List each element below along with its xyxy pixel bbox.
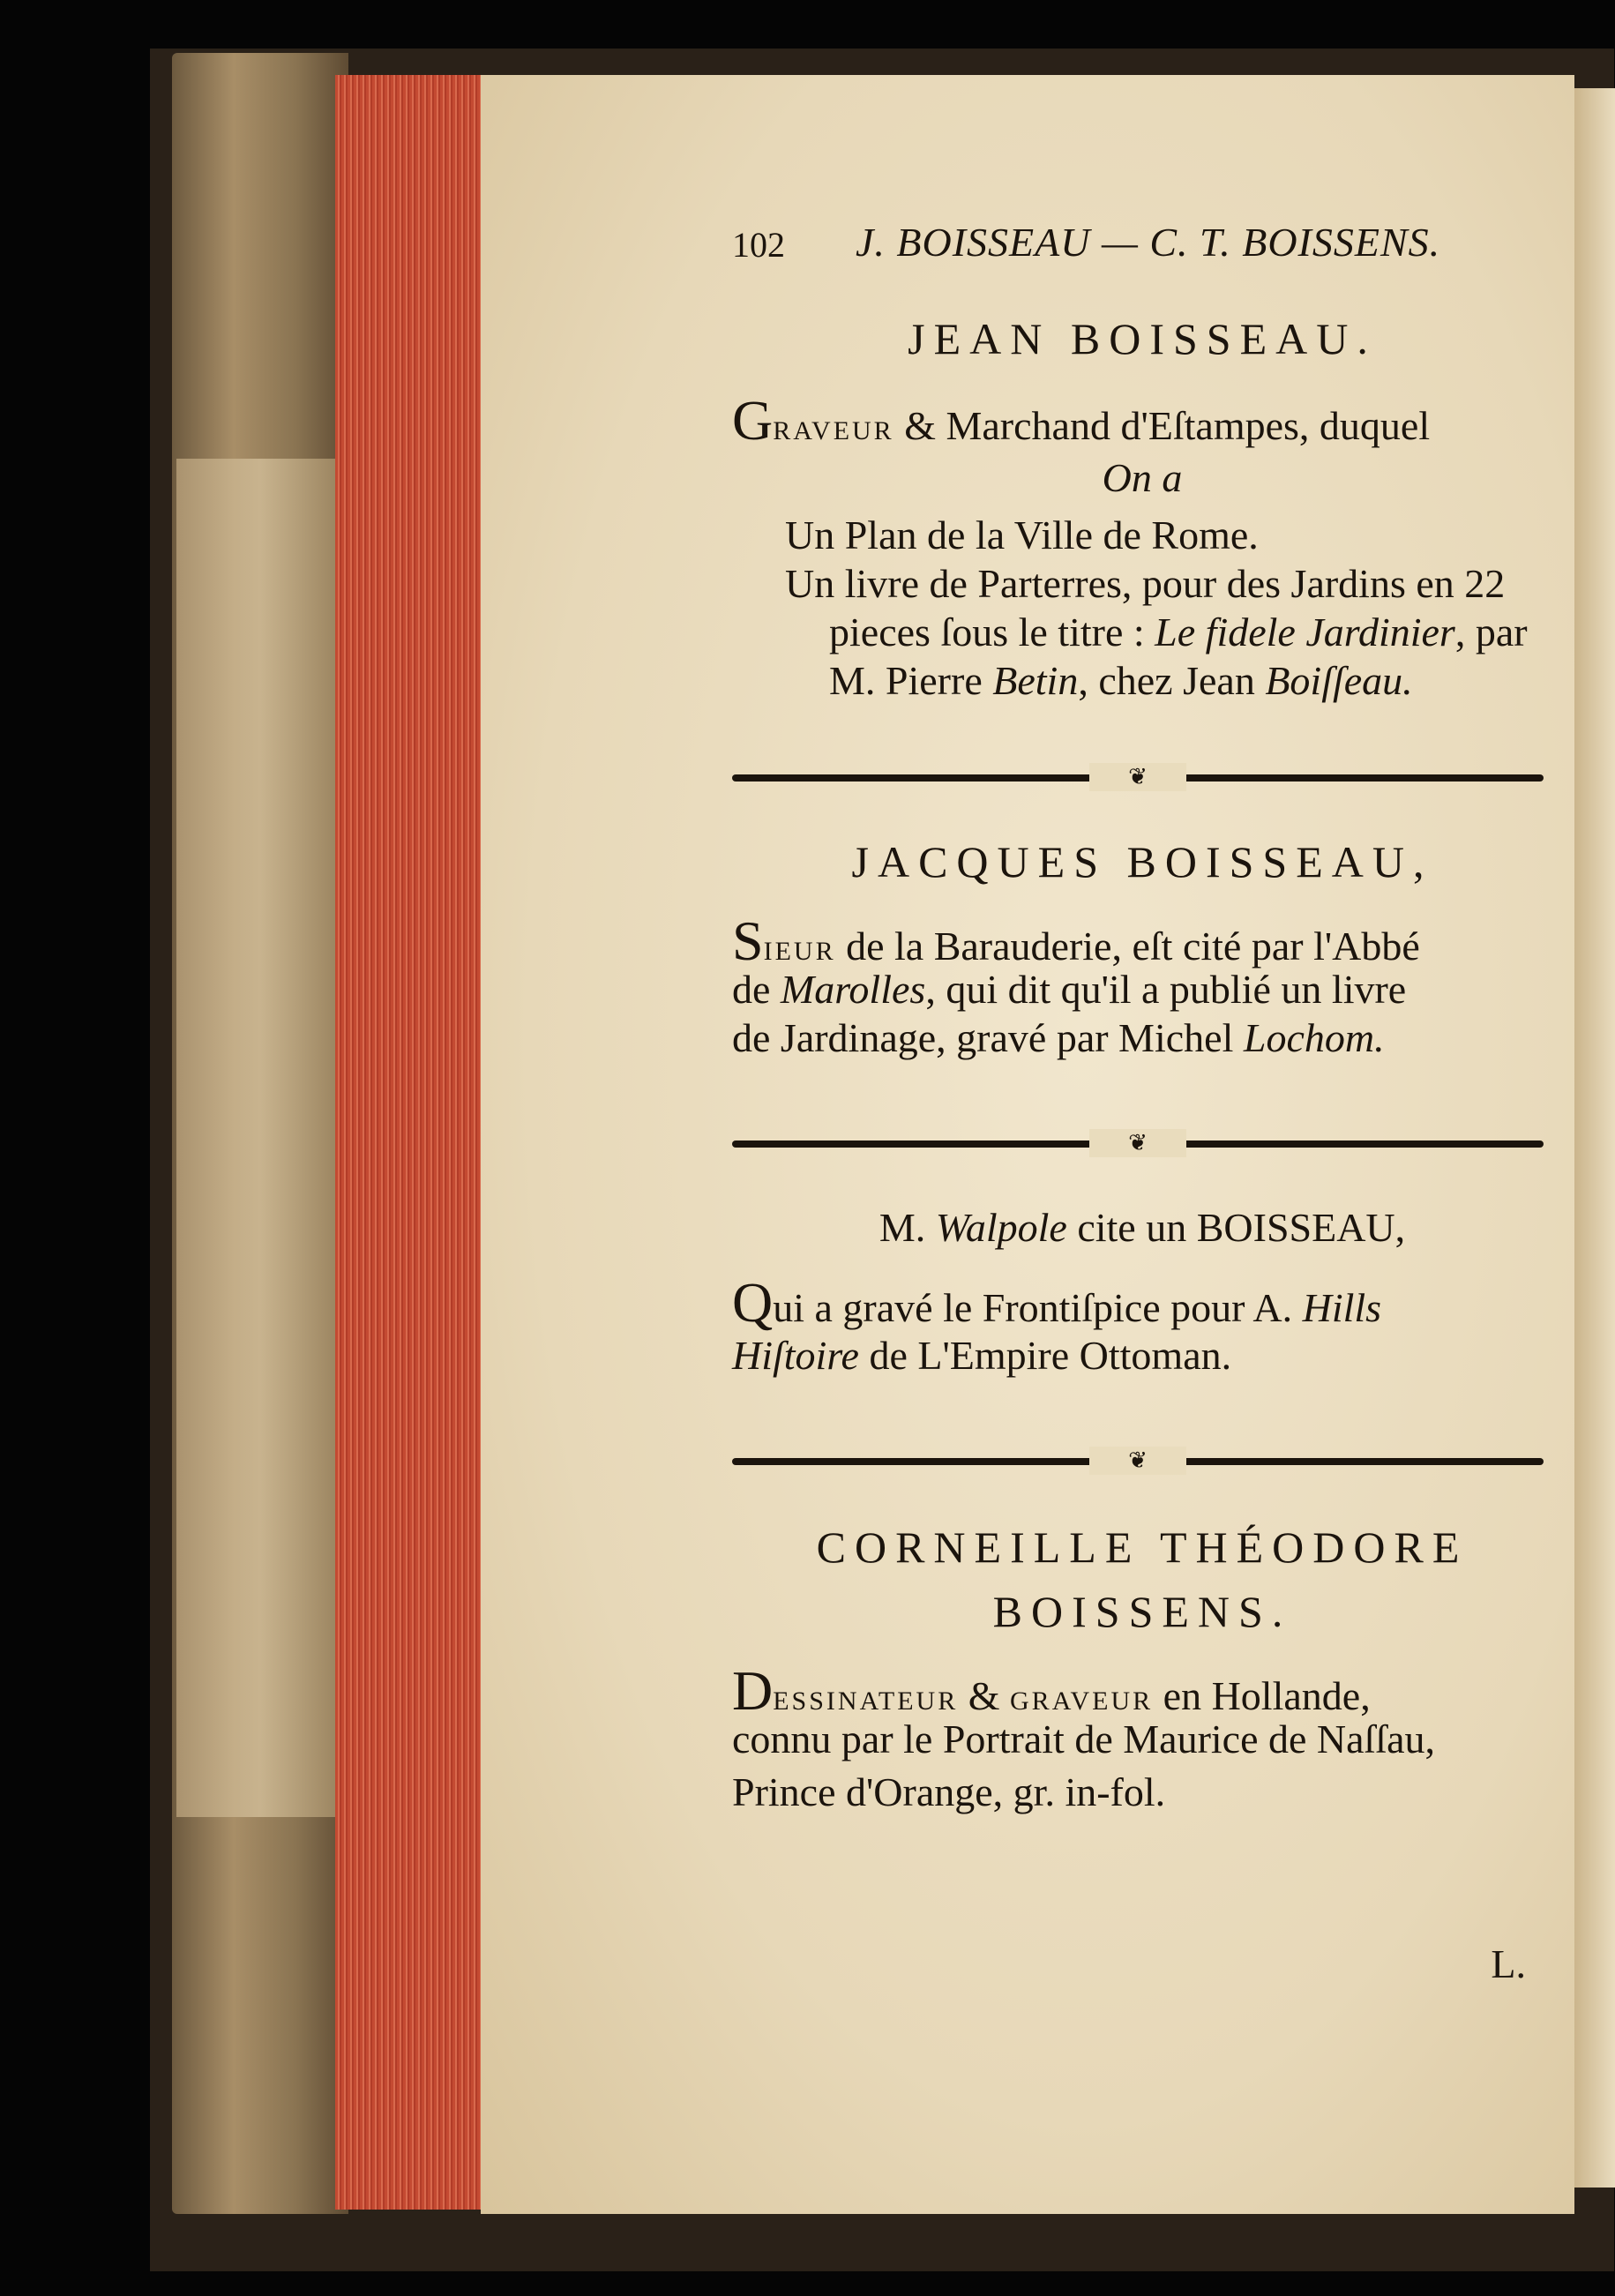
entry-heading-jacques-boisseau: JACQUES BOISSEAU,: [851, 837, 1433, 886]
fleuron-icon: ❦: [1089, 1129, 1186, 1157]
entry1-line6: M. Pierre Betin, chez Jean Boiſſeau.: [829, 658, 1413, 703]
entry3-line2: Qui a gravé le Frontiſpice pour A. Hills: [732, 1271, 1382, 1334]
entry1-line4: Un livre de Parterres, pour des Jardins en 22: [785, 561, 1506, 606]
cover-wear-patch: [176, 459, 344, 1817]
running-title: J. BOISSEAU — C. T. BOISSENS.: [856, 220, 1441, 265]
ornamental-rule: [732, 1130, 1544, 1156]
page-number: 102: [732, 225, 785, 265]
entry3-line3: Hiſtoire de L'Empire Ottoman.: [732, 1333, 1232, 1378]
ornamental-rule: [732, 1447, 1544, 1474]
running-head: [732, 219, 1552, 272]
entry4-line1: DESSINATEUR & GRAVEUR en Hollande,: [732, 1659, 1371, 1722]
entry3-line1: M. Walpole cite un BOISSEAU,: [879, 1205, 1406, 1250]
entry-heading-boissens: BOISSENS.: [992, 1587, 1292, 1636]
entry1-line2: On a: [1102, 455, 1183, 500]
facing-page-edge: [1574, 88, 1615, 2188]
entry1-line3: Un Plan de la Ville de Rome.: [785, 512, 1259, 557]
catchword: L.: [1491, 1941, 1526, 1986]
entry2-line2: de Marolles, qui dit qu'il a publié un livre: [732, 967, 1407, 1012]
fleuron-icon: ❦: [1089, 1447, 1186, 1475]
entry-heading-jean-boisseau: JEAN BOISSEAU.: [908, 314, 1377, 363]
entry1-line5: pieces ſous le titre : Le fidele Jardinier, par: [829, 610, 1528, 654]
entry1-line1: GRAVEUR & Marchand d'Eſtampes, duquel: [732, 389, 1431, 452]
entry2-line3: de Jardinage, gravé par Michel Lochom.: [732, 1015, 1385, 1060]
entry4-line3: Prince d'Orange, gr. in-fol.: [732, 1769, 1166, 1814]
entry2-line1: SIEUR de la Barauderie, eſt cité par l'Abbé: [732, 909, 1420, 972]
red-page-edges: [335, 75, 481, 2210]
entry-heading-corneille-theodore: CORNEILLE THÉODORE: [816, 1522, 1469, 1572]
ornamental-rule: [732, 764, 1544, 790]
fleuron-icon: ❦: [1089, 763, 1186, 791]
entry4-line2: connu par le Portrait de Maurice de Naſſau,: [732, 1716, 1436, 1761]
